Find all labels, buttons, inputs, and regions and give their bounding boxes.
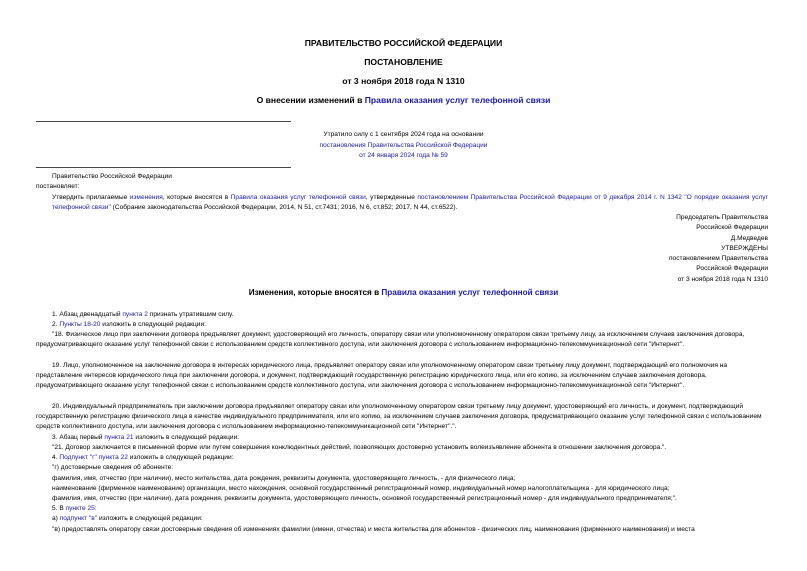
link-point-21[interactable]: пункта 21 [104, 434, 134, 441]
link-point-2[interactable]: пункта 2 [122, 311, 148, 318]
item-4-text-a: 4. [52, 454, 60, 461]
paragraph-21: "21. Договор заключается в письменной форме или путем совершения конклюдентных действий, позволяющих достоверно установить волеизъявление абонента в отношении заключения договора.". [52, 444, 667, 451]
item-2-text-a: 2. [52, 321, 60, 328]
divider [36, 121, 291, 122]
approval-line: Российской Федерации [696, 265, 768, 273]
link-rules[interactable]: Правила оказания услуг телефонной связи [230, 194, 366, 201]
item-5a-text-b: изложить в следующей редакции: [97, 515, 203, 522]
link-point-25[interactable]: пункте 25 [65, 505, 95, 512]
subpoint-v-text: "в) предоставлять оператору связи достоверные сведения об изменениях фамилии (имени, отчества) и места жительства для абонентов - физических лиц, наименования (фирменного наименования) и места [52, 526, 695, 533]
item-2 [52, 320, 768, 330]
subpoint-g-entrepreneur: фамилия, имя, отчество (при наличии), дата рождения, реквизиты документа, удостоверяющего личность, основной государственный регистрационный номер - для индивидуального предпринимателя;". [52, 495, 677, 502]
repeal-note-line1: Утратило силу с 1 сентября 2024 года на основании [323, 131, 484, 138]
paragraph-18-text: "18. Физическое лицо при заключении договора предъявляет документ, удостоверяющий его личность, оператору связи или уполномоченному оператором связи третьему лицу, за исключением случаев заключения договора, предусматривающего оказание услуг телефонной связи с использованием средств коллективного доступа, или заключения договора с использованием информационно-телекоммуникационной сети "Интернет". [36, 331, 745, 349]
document-title [0, 95, 807, 105]
item-1-text-b: признать утратившим силу. [147, 311, 234, 318]
subpoint-g-individual: фамилия, имя, отчество (при наличии), место жительства, дата рождения, реквизиты документа, удостоверяющего личность, - для физического лица; [52, 475, 516, 482]
intro-line2: постановляет: [36, 183, 80, 190]
item-1 [52, 310, 768, 320]
link-decree-1342[interactable]: постановлением Правительства Российской Федерации от 9 декабря 2014 г. N 1342 "О порядке оказания услуг телефонной связи" [52, 194, 768, 212]
signature-block [669, 213, 768, 285]
signature-line: Российской Федерации [696, 224, 768, 232]
repeal-note-link-date[interactable]: от 24 января 2024 года № 59 [359, 152, 448, 159]
intro-text-d: (Собрание законодательства Российской Федерации, 2014, N 51, ст.7431; 2016, N 6, ст.852; 2017, N 44, ст.6522). [110, 204, 458, 212]
intro-text-a: Утвердить прилагаемые [52, 194, 130, 201]
intro-text-b: , которые вносятся в [162, 194, 231, 201]
item-2-text-b: изложить в следующей редакции: [100, 321, 206, 328]
item-4 [52, 453, 768, 463]
item-5-text-a: 5. В [52, 505, 66, 512]
item-5 [52, 504, 768, 514]
intro-paragraph [52, 193, 768, 213]
paragraph-19 [36, 361, 768, 392]
signature-line: Председатель Правительства [676, 214, 768, 221]
divider [36, 167, 291, 168]
changes-title-link[interactable]: Правила оказания услуг телефонной связи [381, 288, 559, 297]
paragraph-18 [36, 330, 768, 350]
item-1-text-a: 1. Абзац двенадцатый [52, 311, 123, 318]
item-4-text-b: изложить в следующей редакции: [127, 454, 234, 461]
paragraph-20-text: 20. Индивидуальный предприниматель при заключении договора предъявляет оператору связи или уполномоченному оператором связи третьему лицу документ, удостоверяющий его личность, и документ, подтверждающий государственную регистрацию физического лица в качестве индивидуального предпринимателя, или его копию, за исключением случаев заключения договора, предусматривающего оказание услуг телефонной связи с использованием средств коллективного доступа, или заключения договора с использованием информационно-телекоммуникационной сети "Интернет".". [36, 403, 762, 431]
document-date-number: от 3 ноября 2018 года N 1310 [342, 76, 465, 86]
item-3 [52, 433, 768, 443]
title-prefix: О внесении изменений в [256, 95, 365, 105]
subpoint-g-intro: "г) достоверные сведения об абоненте: [52, 464, 174, 471]
title-link-rules[interactable]: Правила оказания услуг телефонной связи [364, 95, 551, 105]
link-subpoint-g-point-22[interactable]: Подпункт "г" пункта 22 [59, 454, 128, 461]
repeal-note-link-decree[interactable]: постановления Правительства Российской Федерации [319, 141, 488, 149]
item-5a-text-a: а) [52, 515, 60, 522]
paragraph-20 [36, 402, 768, 433]
approval-line: от 3 ноября 2018 года N 1310 [677, 275, 768, 283]
government-heading: ПРАВИТЕЛЬСТВО РОССИЙСКОЙ ФЕДЕРАЦИИ [304, 38, 503, 48]
signature-line: Д.Медведев [730, 234, 768, 242]
intro-text-c: , утвержденные [365, 194, 418, 201]
repeal-note [0, 130, 807, 162]
approval-line: постановлением Правительства [668, 255, 768, 263]
link-subpoint-v[interactable]: подпункт "в" [59, 515, 98, 522]
approval-line: УТВЕРЖДЕНЫ [721, 244, 768, 252]
intro-line1: Правительство Российской Федерации [52, 173, 172, 180]
subpoint-g-legal-entity: наименование (фирменное наименование) организации, место нахождения, основной государственный регистрационный номер, индивидуальный номер налогоплательщика - для юридического лица; [52, 485, 670, 492]
changes-title-prefix: Изменения, которые вносятся в [248, 288, 382, 297]
item-5a [52, 514, 768, 524]
document-type: ПОСТАНОВЛЕНИЕ [364, 57, 443, 67]
link-points-18-20[interactable]: Пункты 18-20 [59, 321, 101, 328]
changes-title [0, 288, 807, 297]
link-changes[interactable]: изменения [129, 194, 163, 201]
item-5-text-b: : [94, 505, 97, 512]
paragraph-19-text: 19. Лицо, уполномоченное на заключение договора в интересах юридического лица, предъявляет оператору связи или уполномоченному оператором связи третьему лицу документ, подтверждающий его полномочия на представление интересов юридического лица при заключении договора, и документ, подтверждающий государственную регистрацию юридического лица, или его копию, за исключением случаев заключения договора, предусматривающего оказание услуг телефонной связи с использованием средств коллективного доступа, или заключения договора с использованием информационно-телекоммуникационной сети "Интернет". [36, 362, 728, 390]
item-3-text-a: 3. Абзац первый [52, 434, 105, 441]
item-3-text-b: изложить в следующей редакции: [133, 434, 240, 441]
